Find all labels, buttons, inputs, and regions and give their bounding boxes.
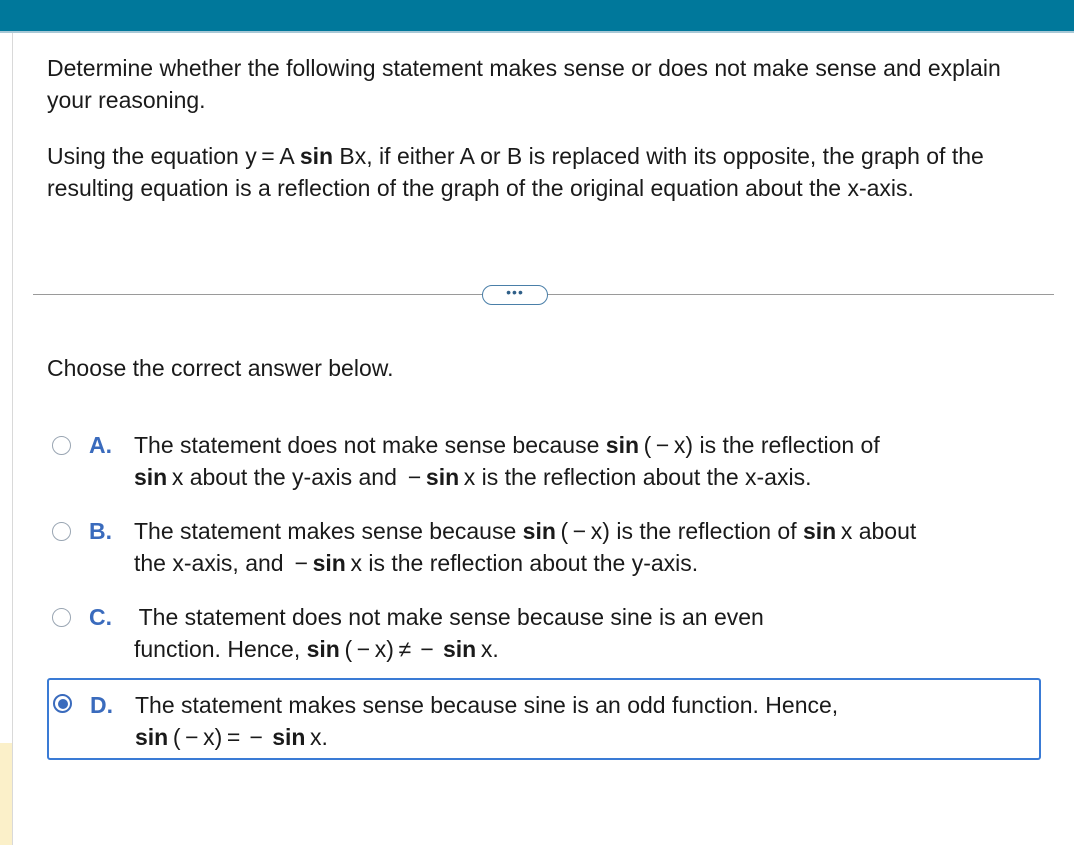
option-a-text <box>134 429 1034 493</box>
option-d-text-3: x. <box>305 724 328 750</box>
answer-prompt: Choose the correct answer below. <box>47 355 394 381</box>
option-b-text-3: x about <box>836 518 917 544</box>
option-c-text-2: function. Hence, <box>134 636 307 662</box>
option-b-sin-2: sin <box>803 518 837 544</box>
radio-c[interactable] <box>52 608 71 627</box>
option-b-text-4: the x-axis, and − <box>134 550 313 576</box>
option-a[interactable] <box>47 429 1041 495</box>
question-instruction: Determine whether the following statement makes sense or does not make sense and explain your reasoning. <box>47 55 1001 113</box>
option-b-sin-3: sin <box>312 550 346 576</box>
option-c-sin-1: sin <box>306 636 340 662</box>
statement-part2: Bx, if either A or B is replaced with its opposite, the graph of the resulting equation is a reflection of the graph of the original equation about the x-axis. <box>47 143 984 201</box>
option-b-text-5: x is the reflection about the y-axis. <box>345 550 699 576</box>
statement-part1: Using the equation y = A <box>47 143 300 169</box>
option-c-text <box>134 601 1034 665</box>
option-a-text-1: The statement does not make sense because <box>134 432 606 458</box>
option-d-text-1: The statement makes sense because sine is an odd function. Hence, <box>135 692 839 718</box>
option-b-sin-1: sin <box>522 518 556 544</box>
option-d-letter: D. <box>90 692 113 718</box>
top-banner <box>0 0 1074 33</box>
option-a-sin-3: sin <box>425 464 460 490</box>
option-c[interactable] <box>47 601 1041 667</box>
radio-a[interactable] <box>52 436 71 455</box>
option-c-text-3: ( − x) ≠ − <box>339 636 443 662</box>
option-d-sin-1: sin <box>135 724 169 750</box>
option-a-sin-2: sin <box>134 464 168 490</box>
option-b-text <box>134 515 1034 579</box>
option-d-sin-2: sin <box>272 724 306 750</box>
question-statement <box>47 140 1042 204</box>
option-b-letter: B. <box>89 518 112 544</box>
option-a-text-3: x about the y-axis and − <box>167 464 426 490</box>
option-a-text-4: x is the reflection about the x-axis. <box>459 464 812 490</box>
option-a-text-2: ( − x) is the reflection of <box>639 432 880 458</box>
option-c-letter: C. <box>89 604 112 630</box>
statement-sin: sin <box>299 143 334 169</box>
option-a-sin-1: sin <box>605 432 640 458</box>
option-c-sin-2: sin <box>442 636 477 662</box>
option-a-letter: A. <box>89 432 112 458</box>
left-panel-edge <box>0 33 13 845</box>
option-b[interactable] <box>47 515 1041 581</box>
question-content <box>47 52 1047 204</box>
expand-more-button[interactable]: ••• <box>482 285 548 305</box>
left-panel-highlight <box>0 743 12 845</box>
radio-d-selected[interactable] <box>53 694 72 713</box>
option-d[interactable] <box>47 678 1041 760</box>
option-c-text-1: The statement does not make sense because sine is an even <box>134 604 764 630</box>
option-d-text-2: ( − x) = − <box>168 724 273 750</box>
radio-b[interactable] <box>52 522 71 541</box>
option-c-text-4: x. <box>476 636 499 662</box>
option-d-text <box>135 689 1035 753</box>
option-b-text-2: ( − x) is the reflection of <box>555 518 803 544</box>
option-b-text-1: The statement makes sense because <box>134 518 523 544</box>
